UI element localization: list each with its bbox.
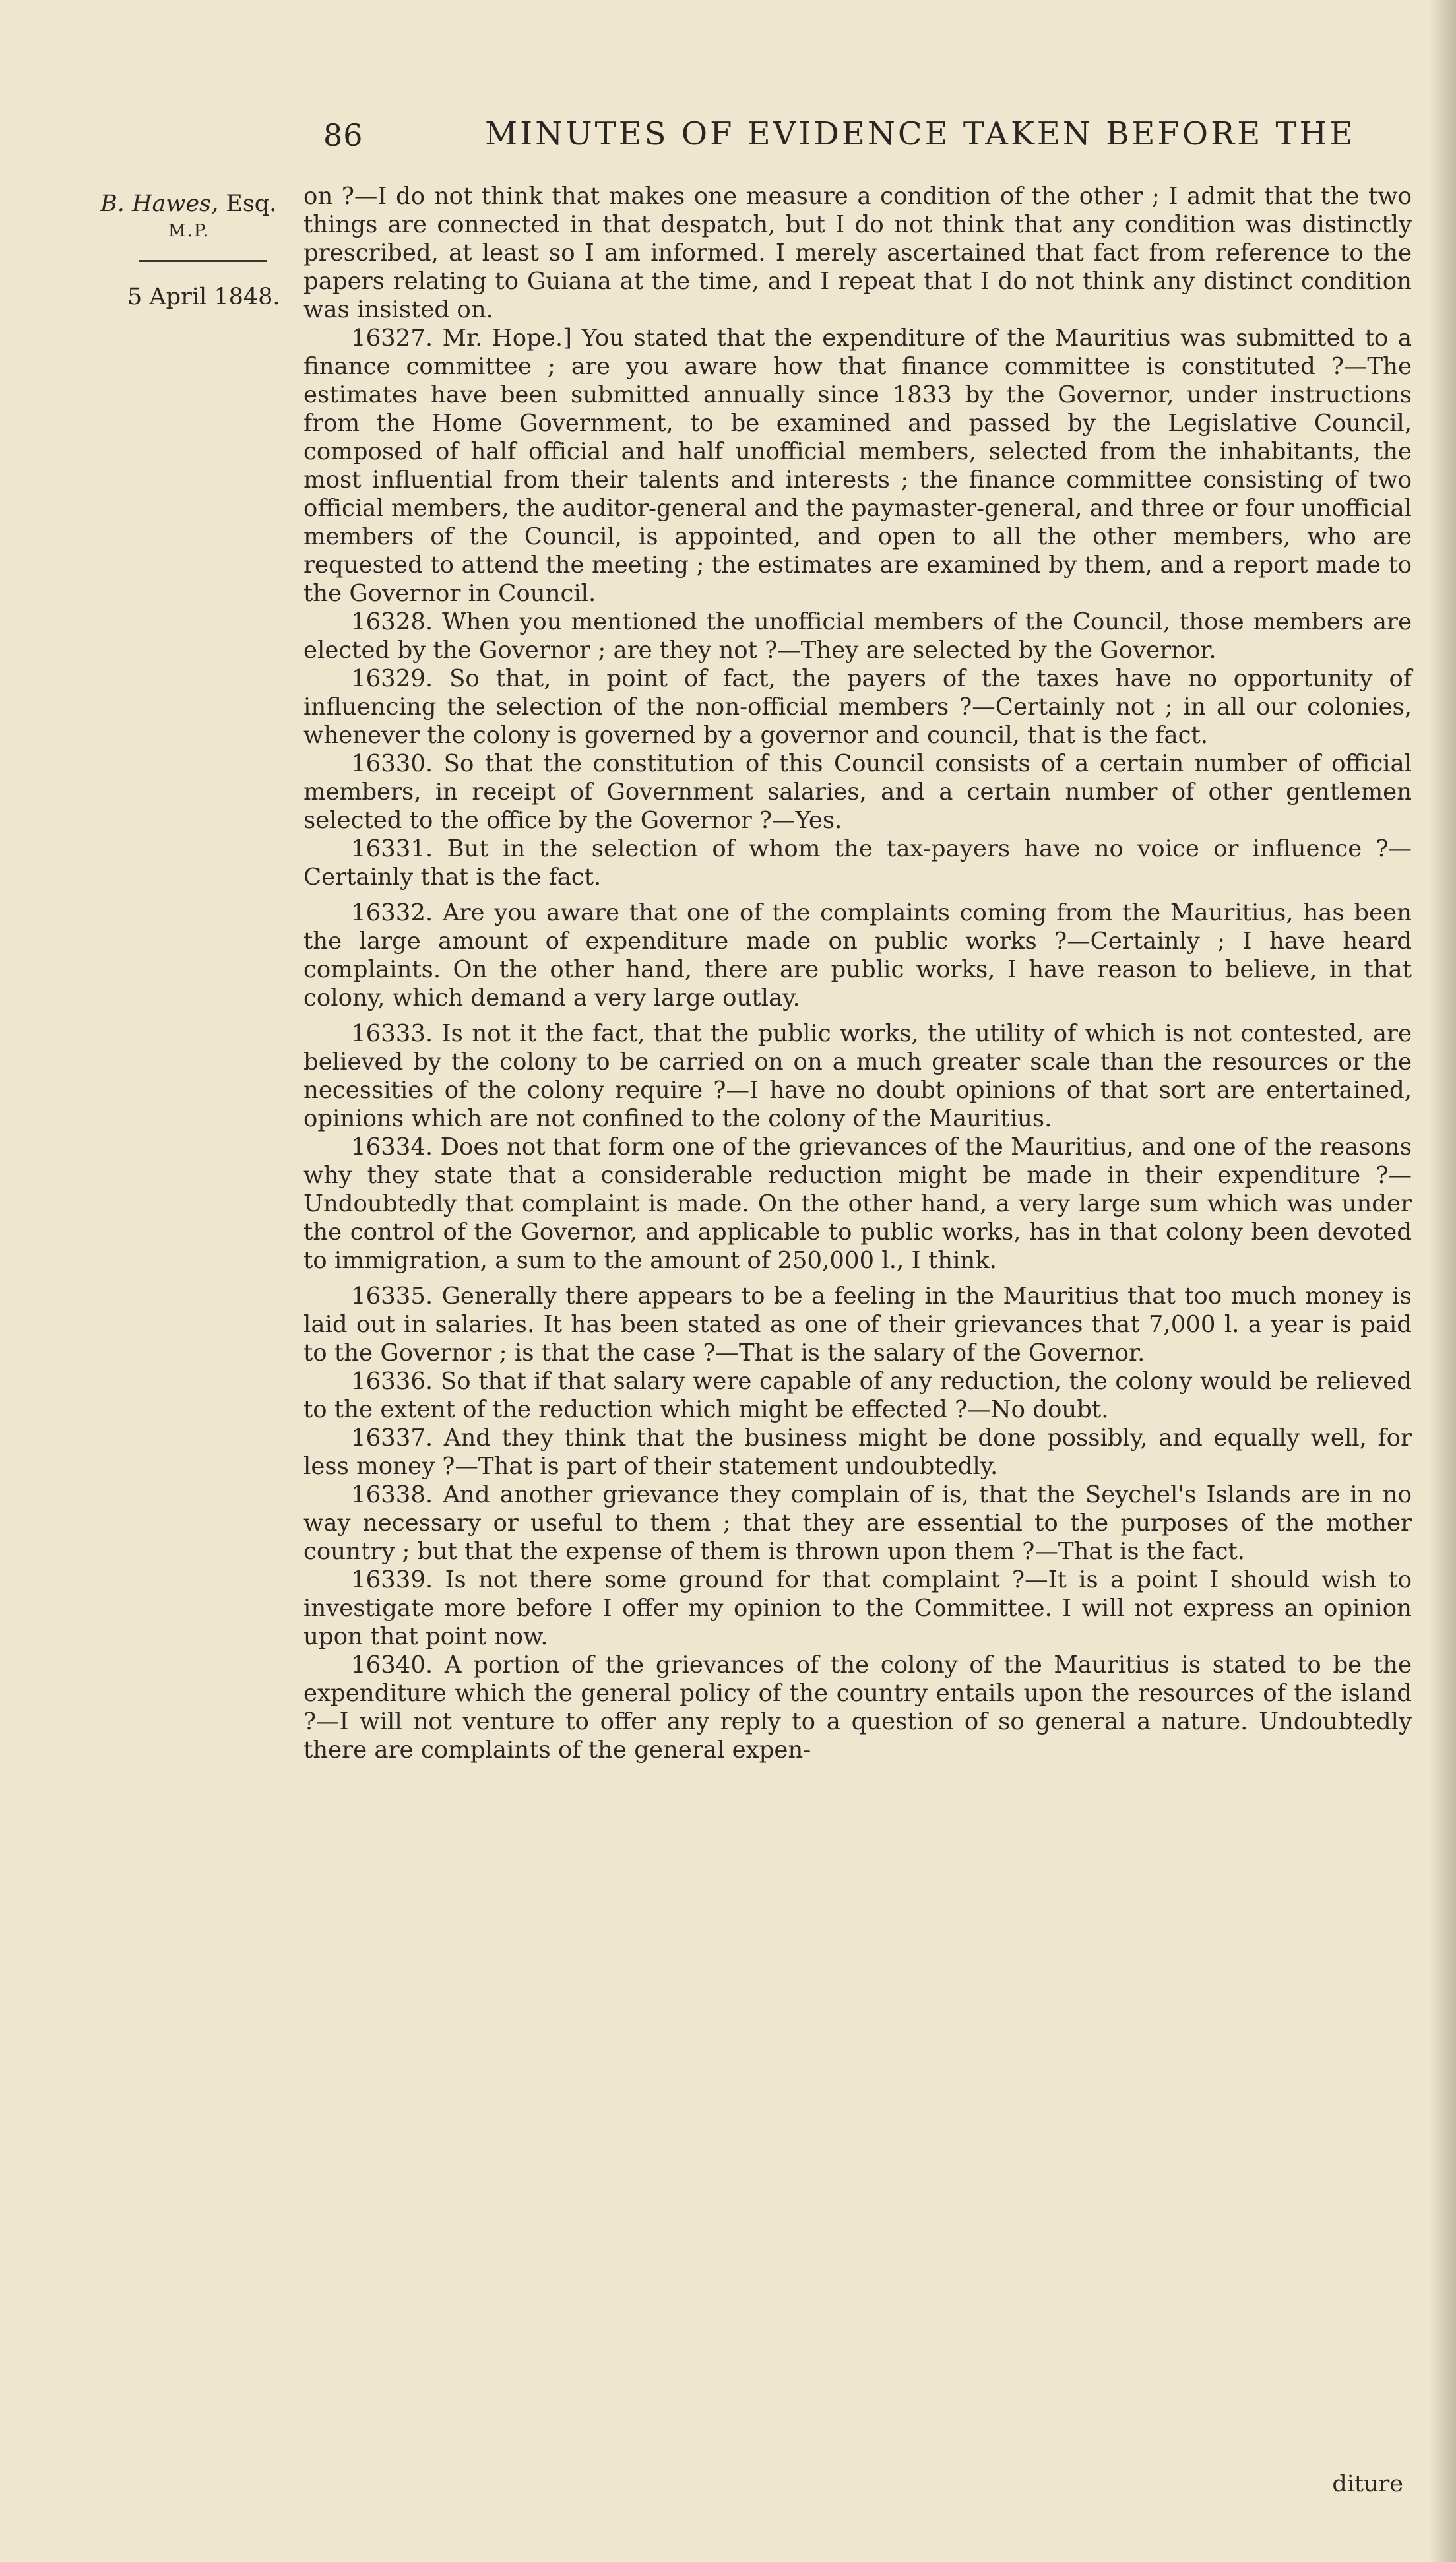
paragraph: 16331. But in the selection of whom the tax-payers have no voice or influence ?—Certainly that is the fact.: [303, 835, 1412, 891]
paragraph: 16338. And another grievance they complain of is, that the Seychel's Islands are in no way necessary or useful to them ; that they are essential to the purposes of the mother country ; but that the expense of them is thrown upon them ?—That is the fact.: [303, 1481, 1412, 1565]
paragraph: 16336. So that if that salary were capable of any reduction, the colony would be relieved to the extent of the reduction which might be effected ?—No doubt.: [303, 1368, 1412, 1423]
page-number: 86: [323, 117, 364, 153]
margin-divider: [139, 260, 267, 262]
paragraph: on ?—I do not think that makes one measure a condition of the other ; I admit that the two things are connected in that despatch, but I do not think that any condition was distinctly prescribed, at least so I am informed. I merely ascertained that fact from reference to the papers relating to Guiana at the time, and I repeat that I do not think any distinct condition was insisted on.: [303, 183, 1412, 323]
paragraph: 16339. Is not there some ground for that complaint ?—It is a point I should wish to investigate more before I offer my opinion to the Committee. I will not express an opinion upon that point now.: [303, 1566, 1412, 1650]
margin-witness-name: [100, 191, 276, 217]
paragraph: 16335. Generally there appears to be a feeling in the Mauritius that too much money is laid out in salaries. It has been stated as one of their grievances that 7,000 l. a year is paid to the Governor ; is that the case ?—That is the salary of the Governor.: [303, 1283, 1412, 1366]
catchword: diture: [1332, 2471, 1403, 2497]
paragraph: 16330. So that the constitution of this Council consists of a certain number of official members, in receipt of Government salaries, and a certain number of other gentlemen selected to the office by the Governor ?—Yes.: [303, 750, 1412, 834]
margin-date: 5 April 1848.: [127, 284, 280, 310]
running-title: MINUTES OF EVIDENCE TAKEN BEFORE THE: [485, 115, 1356, 152]
paragraph: 16334. Does not that form one of the grievances of the Mauritius, and one of the reasons why they state that a considerable reduction might be made in their expenditure ?—Undoubtedly that complaint is made. On the other hand, a very large sum which was under the control of the Governor, and applicable to public works, has in that colony been devoted to immigration, a sum to the amount of 250,000 l., I think.: [303, 1134, 1412, 1274]
paragraph: 16333. Is not it the fact, that the public works, the utility of which is not contested, are believed by the colony to be carried on on a much greater scale than the resources or the necessities of the colony require ?—I have no doubt opinions of that sort are entertained, opinions which are not confined to the colony of the Mauritius.: [303, 1020, 1412, 1132]
paragraph: 16328. When you mentioned the unofficial members of the Council, those members are elected by the Governor ; are they not ?—They are selected by the Governor.: [303, 608, 1412, 664]
paragraph: 16327. Mr. Hope.] You stated that the expenditure of the Mauritius was submitted to a finance committee ; are you aware how that finance committee is constituted ?—The estimates have been submitted annually since 1833 by the Governor, under instructions from the Home Government, to be examined and passed by the Legislative Council, composed of half official and half unofficial members, selected from the inhabitants, the most influential from their talents and interests ; the finance committee consisting of two official members, the auditor-general and the paymaster-general, and three or four unofficial members of the Council, is appointed, and open to all the other members, who are requested to attend the meeting ; the estimates are examined by them, and a report made to the Governor in Council.: [303, 325, 1412, 607]
witness-title: Esq.: [226, 191, 277, 217]
witness-name: B. Hawes,: [100, 191, 219, 217]
witness-suffix: M.P.: [168, 221, 210, 241]
paragraph: 16340. A portion of the grievances of the colony of the Mauritius is stated to be the expenditure which the general policy of the country entails upon the resources of the island ?—I will not venture to offer any reply to a question of so general a nature. Undoubtedly there are complaints of the general expen-: [303, 1651, 1412, 1764]
page-edge-shadow: [1430, 0, 1456, 2562]
paragraph: 16329. So that, in point of fact, the payers of the taxes have no opportunity of influencing the selection of the non-official members ?—Certainly not ; in all our colonies, whenever the colony is governed by a governor and council, that is the fact.: [303, 665, 1412, 749]
paragraph: 16332. Are you aware that one of the complaints coming from the Mauritius, has been the large amount of expenditure made on public works ?—Certainly ; I have heard complaints. On the other hand, there are public works, I have reason to believe, in that colony, which demand a very large outlay.: [303, 899, 1412, 1011]
paragraph: 16337. And they think that the business might be done possibly, and equally well, for less money ?—That is part of their statement undoubtedly.: [303, 1425, 1412, 1480]
evidence-body: [303, 182, 1412, 1764]
